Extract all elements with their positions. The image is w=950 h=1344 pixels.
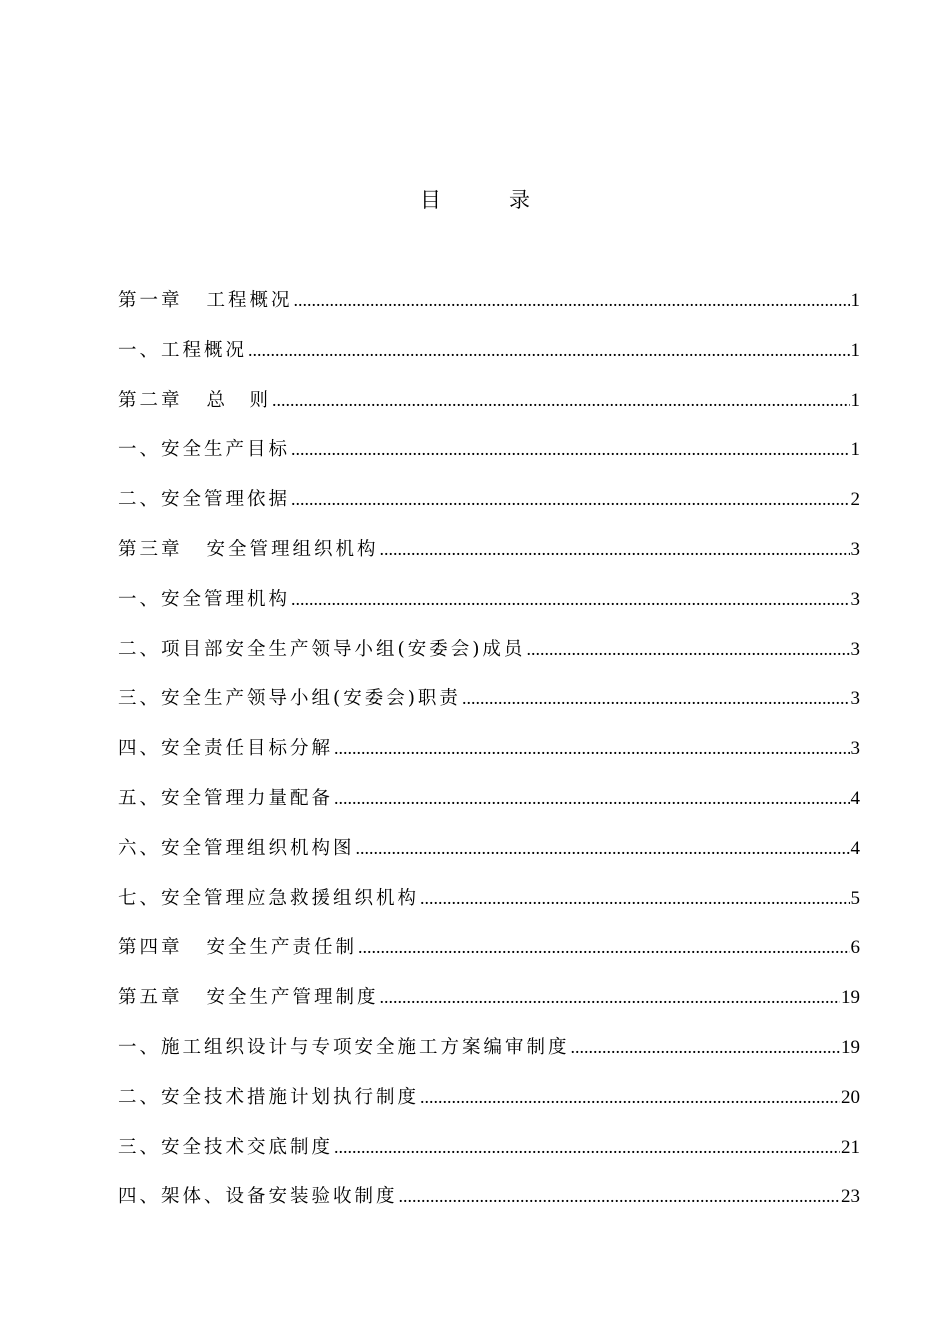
toc-entry[interactable]	[118, 332, 860, 382]
toc-dot-leader	[334, 780, 849, 816]
toc-dot-leader	[462, 680, 850, 716]
toc-entry-label: 第三章 安全管理组织机构	[118, 538, 379, 560]
toc-entry-label: 七、安全管理应急救援组织机构	[118, 887, 420, 909]
toc-page-number: 3	[850, 688, 860, 710]
toc-entry[interactable]	[118, 1178, 860, 1228]
toc-page-number: 6	[850, 937, 860, 959]
toc-entry-label: 四、安全责任目标分解	[118, 738, 334, 760]
toc-entry-label: 一、工程概况	[118, 339, 248, 361]
toc-entry[interactable]	[118, 1029, 860, 1079]
toc-dot-leader	[356, 830, 850, 866]
toc-entry[interactable]	[118, 880, 860, 930]
toc-entry[interactable]	[118, 780, 860, 830]
toc-dot-leader	[380, 979, 840, 1015]
page-title	[0, 182, 950, 218]
toc-dot-leader	[380, 531, 850, 567]
toc-dot-leader	[272, 382, 849, 418]
toc-entry-label: 一、安全生产目标	[118, 439, 291, 461]
toc-entry-label: 第四章 安全生产责任制	[118, 937, 358, 959]
toc-page-number: 19	[841, 1036, 860, 1058]
title-char-left: 目	[420, 188, 441, 212]
toc-entry[interactable]	[118, 481, 860, 531]
toc-entry[interactable]	[118, 830, 860, 880]
toc-page-number: 5	[850, 887, 860, 909]
toc-entry[interactable]	[118, 929, 860, 979]
toc-dot-leader	[526, 631, 849, 667]
toc-entry[interactable]	[118, 431, 860, 481]
toc-dot-leader	[248, 332, 849, 368]
toc-dot-leader	[334, 1129, 840, 1165]
toc-entry-label: 三、安全生产领导小组(安委会)职责	[118, 688, 461, 710]
toc-page-number: 4	[850, 837, 860, 859]
toc-entry[interactable]	[118, 1129, 860, 1179]
toc-entry-label: 一、施工组织设计与专项安全施工方案编审制度	[118, 1036, 570, 1058]
toc-entry-label: 第二章 总 则	[118, 389, 272, 411]
toc-dot-leader	[291, 581, 849, 617]
toc-entry[interactable]	[118, 631, 860, 681]
toc-dot-leader	[291, 481, 849, 517]
toc-dot-leader	[334, 730, 849, 766]
toc-entry-label: 六、安全管理组织机构图	[118, 837, 355, 859]
toc-page-number: 21	[841, 1136, 860, 1158]
toc-page-number: 3	[850, 588, 860, 610]
toc-entry-label: 四、架体、设备安装验收制度	[118, 1186, 398, 1208]
toc-entry[interactable]	[118, 979, 860, 1029]
toc-page-number: 1	[850, 339, 860, 361]
toc-dot-leader	[291, 431, 849, 467]
toc-page-number: 20	[841, 1086, 860, 1108]
toc-entry-label: 一、安全管理机构	[118, 588, 291, 610]
toc-dot-leader	[571, 1029, 840, 1065]
toc-page-number: 1	[850, 439, 860, 461]
toc-entry[interactable]	[118, 730, 860, 780]
toc-page-number: 3	[850, 538, 860, 560]
toc-entry-label: 第五章 安全生产管理制度	[118, 987, 379, 1009]
toc-entry-label: 三、安全技术交底制度	[118, 1136, 334, 1158]
toc-page-number: 3	[850, 638, 860, 660]
toc-entry-label: 二、安全管理依据	[118, 489, 291, 511]
table-of-contents	[118, 282, 860, 1228]
toc-page-number: 23	[841, 1186, 860, 1208]
toc-dot-leader	[420, 880, 849, 916]
toc-page-number: 2	[850, 489, 860, 511]
toc-dot-leader	[358, 929, 849, 965]
toc-entry[interactable]	[118, 282, 860, 332]
toc-entry[interactable]	[118, 531, 860, 581]
toc-page-number: 1	[850, 290, 860, 311]
toc-entry-label: 二、项目部安全生产领导小组(安委会)成员	[118, 638, 526, 660]
toc-entry[interactable]	[118, 1079, 860, 1129]
toc-dot-leader	[399, 1178, 840, 1214]
toc-entry[interactable]	[118, 680, 860, 730]
title-char-right: 录	[509, 188, 530, 212]
toc-entry[interactable]	[118, 382, 860, 432]
toc-page-number: 1	[850, 389, 860, 411]
toc-dot-leader	[294, 282, 850, 318]
toc-entry-label: 第一章 工程概况	[118, 290, 293, 311]
toc-page-number: 4	[850, 787, 860, 809]
toc-page-number: 3	[850, 738, 860, 760]
toc-entry[interactable]	[118, 581, 860, 631]
toc-page-number: 19	[841, 987, 860, 1009]
toc-entry-label: 五、安全管理力量配备	[118, 787, 334, 809]
toc-dot-leader	[420, 1079, 840, 1115]
toc-entry-label: 二、安全技术措施计划执行制度	[118, 1086, 420, 1108]
